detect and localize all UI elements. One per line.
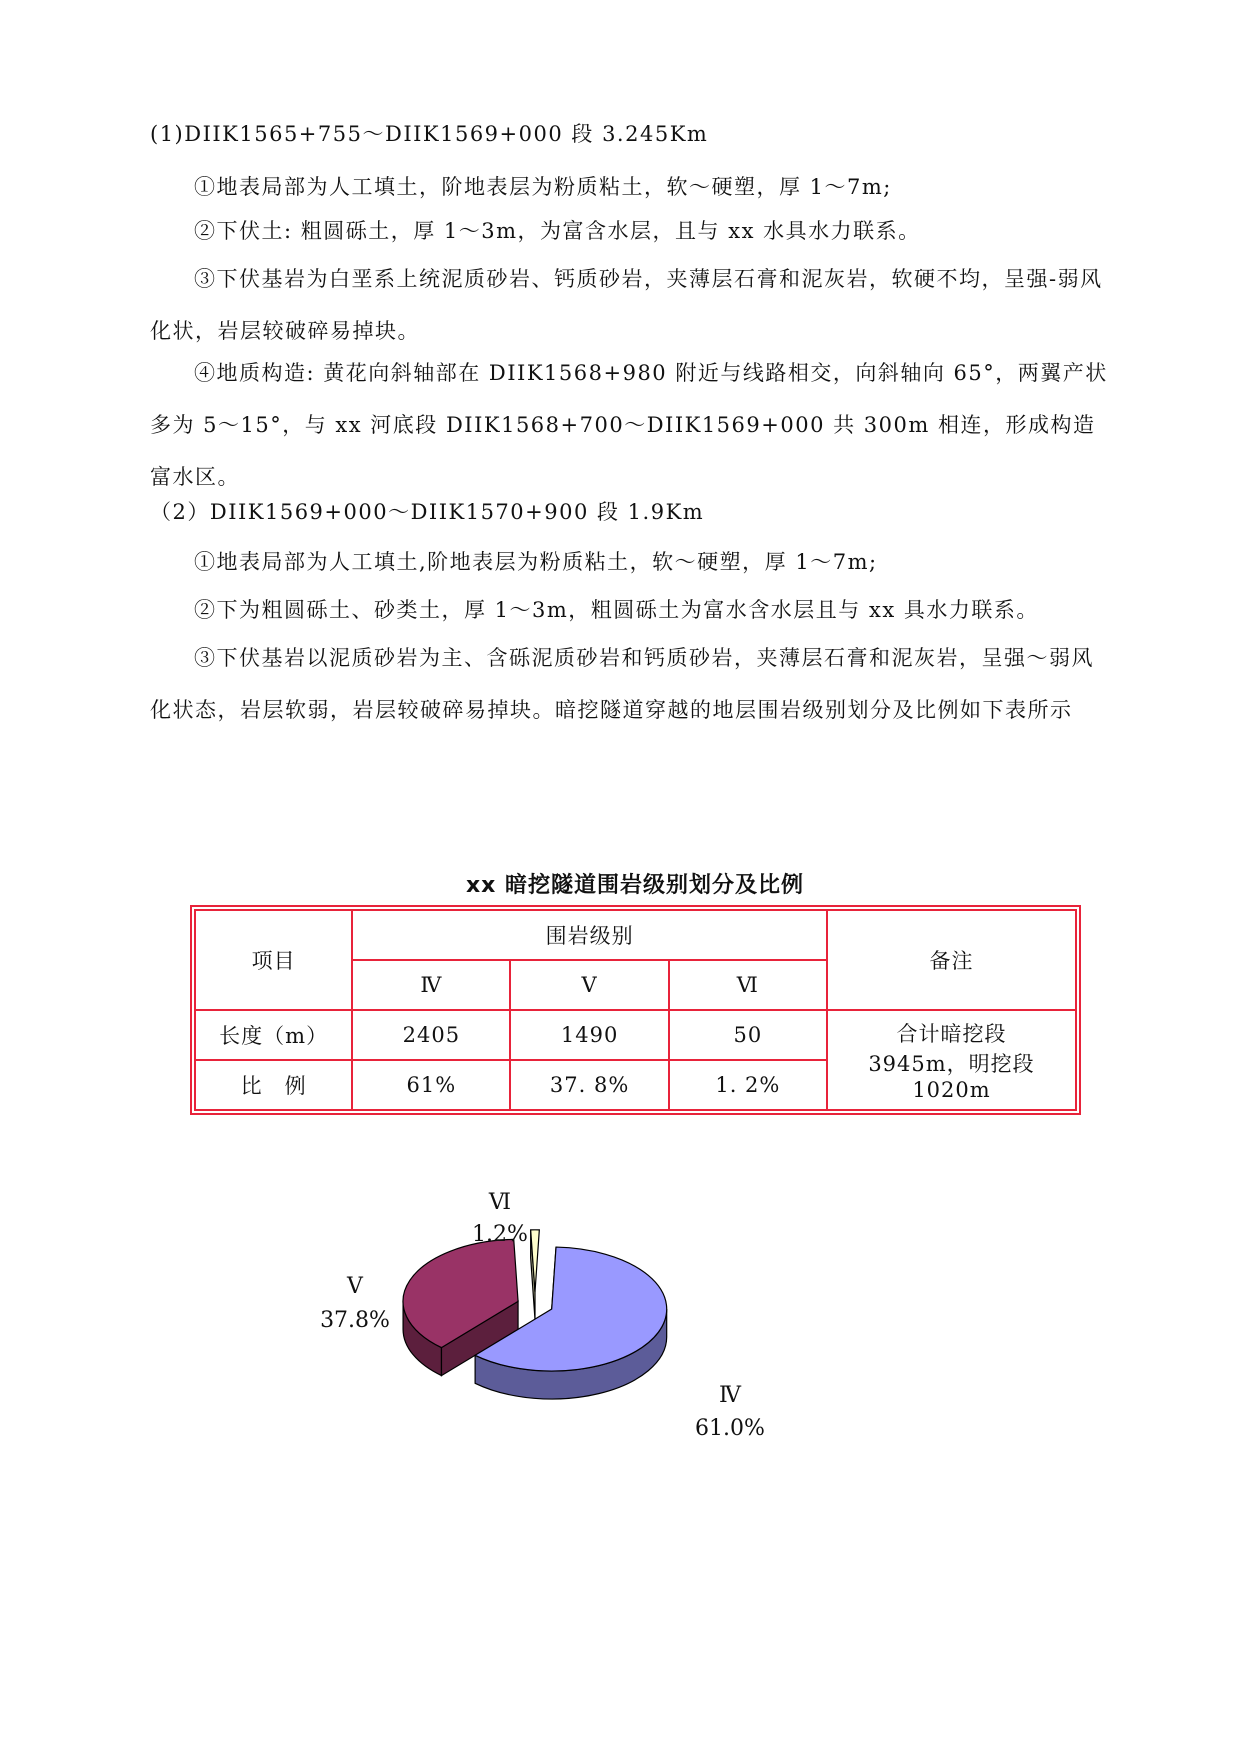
label-value-4: 61.0% <box>695 1416 765 1441</box>
label-grade-5: Ⅴ <box>347 1274 363 1299</box>
rock-grade-pie-chart <box>320 1180 930 1480</box>
length-grade-6: 50 <box>669 1010 827 1060</box>
rock-grade-table <box>190 905 1081 1115</box>
section-heading-2: （2）DIIK1569+000～DIIK1570+900 段 1.9Km <box>150 500 705 524</box>
grade-6-header: Ⅵ <box>669 960 827 1010</box>
length-label: 长度（m） <box>195 1010 352 1060</box>
label-grade-6: Ⅵ <box>488 1190 512 1215</box>
paragraph-1-1: ①地表局部为人工填土，阶地表层为粉质粘土，软～硬塑，厚 1～7m; <box>194 175 892 199</box>
section-heading-1: (1)DIIK1565+755～DIIK1569+000 段 3.245Km <box>150 122 709 146</box>
label-value-5: 37.8% <box>320 1308 390 1333</box>
ratio-grade-4: 61% <box>352 1060 510 1110</box>
header-grade: 围岩级别 <box>352 910 827 960</box>
label-grade-4: Ⅳ <box>719 1383 741 1408</box>
label-value-6: 1.2% <box>472 1222 528 1247</box>
length-grade-5: 1490 <box>510 1010 668 1060</box>
ratio-grade-5: 37. 8% <box>510 1060 668 1110</box>
note-cell <box>827 1010 1076 1110</box>
paragraph-2-2: ②下为粗圆砾土、砂类土，厚 1～3m，粗圆砾土为富水含水层且与 xx 具水力联系。 <box>194 598 1039 622</box>
paragraph-2-3: ③下伏基岩以泥质砂岩为主、含砾泥质砂岩和钙质砂岩，夹薄层石膏和泥灰岩，呈强～弱风化状态，岩层软弱，岩层较破碎易掉块。暗挖隧道穿越的地层围岩级别划分及比例如下表所示 <box>150 646 1094 722</box>
ratio-grade-6: 1. 2% <box>669 1060 827 1110</box>
note-line-1: 合计暗挖段 <box>896 1022 1007 1046</box>
paragraph-1-3: ③下伏基岩为白垩系上统泥质砂岩、钙质砂岩，夹薄层石膏和泥灰岩，软硬不均，呈强-弱风化状，岩层较破碎易掉块。 <box>150 267 1103 343</box>
table-title: xx 暗挖隧道围岩级别划分及比例 <box>465 873 805 898</box>
paragraph-2-1: ①地表局部为人工填土,阶地表层为粉质粘土，软～硬塑，厚 1～7m; <box>194 550 878 574</box>
header-item: 项目 <box>195 910 352 1010</box>
paragraph-1-2: ②下伏土: 粗圆砾土，厚 1～3m，为富含水层，且与 xx 水具水力联系。 <box>194 219 921 243</box>
grade-4-header: Ⅳ <box>352 960 510 1010</box>
grade-5-header: Ⅴ <box>510 960 668 1010</box>
header-note: 备注 <box>827 910 1076 1010</box>
paragraph-1-4: ④地质构造: 黄花向斜轴部在 DIIK1568+980 附近与线路相交，向斜轴向 65°，两翼产状多为 5～15°，与 xx 河底段 DIIK1568+700～DIIK1569+000 共 300m 相连，形成构造富水区。 <box>150 361 1108 489</box>
note-line-2: 3945m，明挖段 1020m <box>868 1052 1035 1102</box>
length-grade-4: 2405 <box>352 1010 510 1060</box>
ratio-label: 比 例 <box>195 1060 352 1110</box>
